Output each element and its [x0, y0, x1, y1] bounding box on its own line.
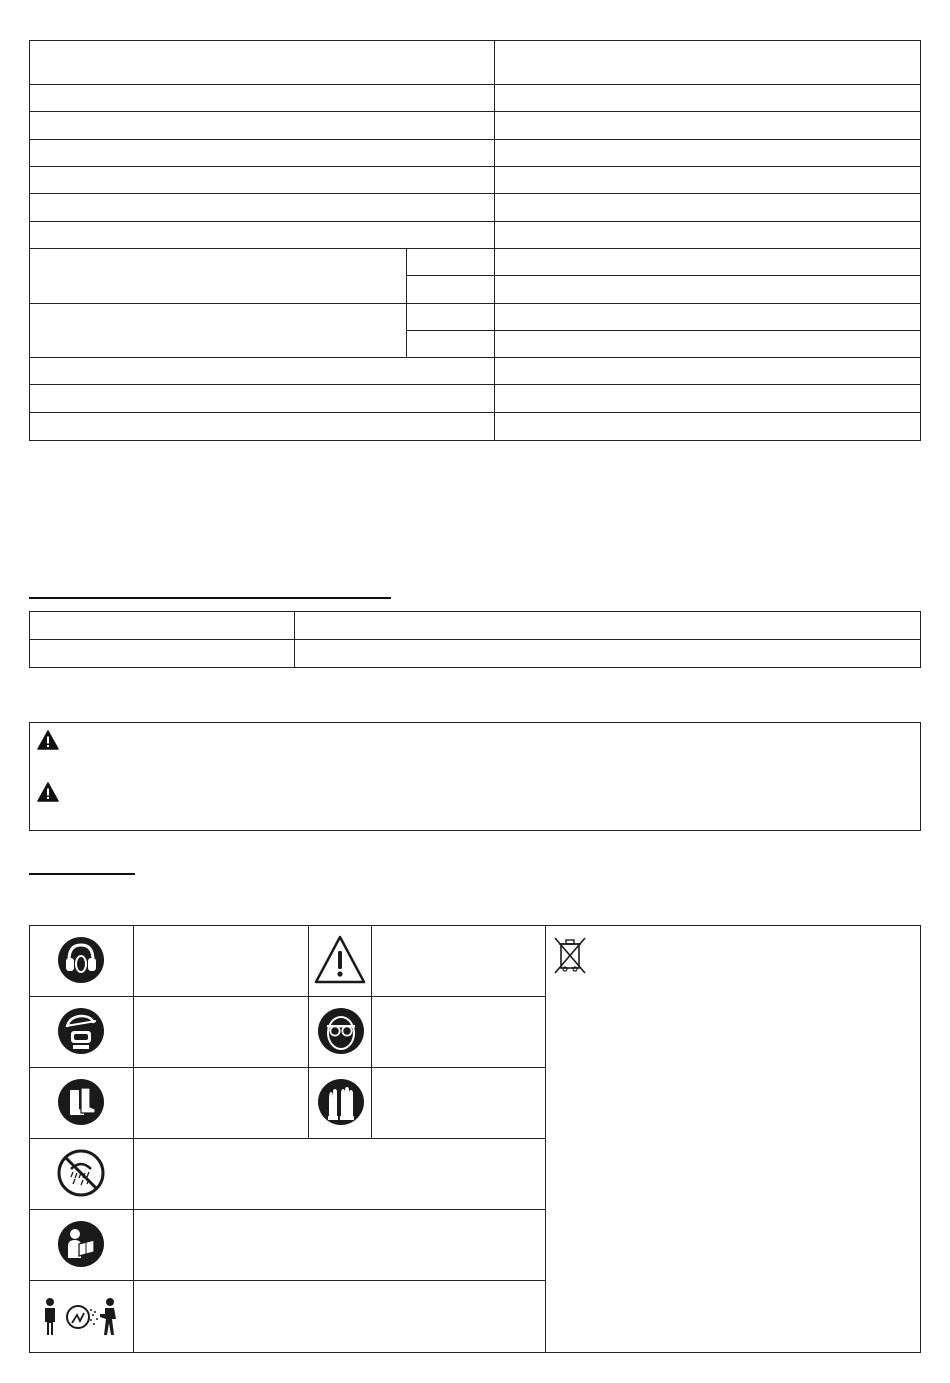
row-divider — [29, 996, 545, 997]
row-divider — [29, 139, 921, 140]
row-divider — [406, 330, 921, 331]
row-divider — [29, 193, 921, 194]
row-divider — [29, 1067, 545, 1068]
face-mask-icon — [57, 1007, 105, 1055]
symbols-table-border — [29, 925, 921, 1353]
column-divider — [371, 925, 372, 1138]
column-divider — [133, 925, 134, 1353]
row-divider — [29, 166, 921, 167]
column-divider — [406, 248, 407, 357]
spec-table-border — [29, 40, 921, 441]
warning-triangle-icon — [37, 782, 59, 802]
safety-boots-icon — [57, 1078, 105, 1126]
row-divider — [29, 221, 921, 222]
column-divider — [308, 925, 309, 1138]
row-divider — [29, 412, 921, 413]
row-divider — [29, 84, 921, 85]
crossed-bin-icon — [552, 935, 588, 975]
column-divider — [545, 925, 546, 1353]
warning-triangle-icon — [37, 730, 59, 750]
warning-box — [29, 722, 921, 831]
ear-protection-icon — [57, 936, 105, 984]
column-divider — [294, 611, 295, 668]
row-divider — [29, 639, 921, 640]
row-divider — [406, 275, 921, 276]
general-warning-icon — [313, 934, 367, 986]
row-divider — [29, 1280, 545, 1281]
column-divider — [494, 40, 495, 441]
section2-heading-underline — [29, 597, 391, 599]
row-divider — [29, 111, 921, 112]
row-divider — [29, 1209, 545, 1210]
keep-bystanders-away-icon — [42, 1297, 120, 1339]
read-manual-icon — [57, 1220, 105, 1268]
row-divider — [29, 384, 921, 385]
row-divider — [29, 303, 921, 304]
section3-heading-underline — [29, 873, 135, 875]
safety-gloves-icon — [317, 1078, 365, 1126]
no-rain-icon — [57, 1149, 105, 1197]
row-divider — [29, 357, 921, 358]
row-divider — [29, 248, 921, 249]
eye-protection-icon — [317, 1007, 365, 1055]
row-divider — [29, 1138, 545, 1139]
